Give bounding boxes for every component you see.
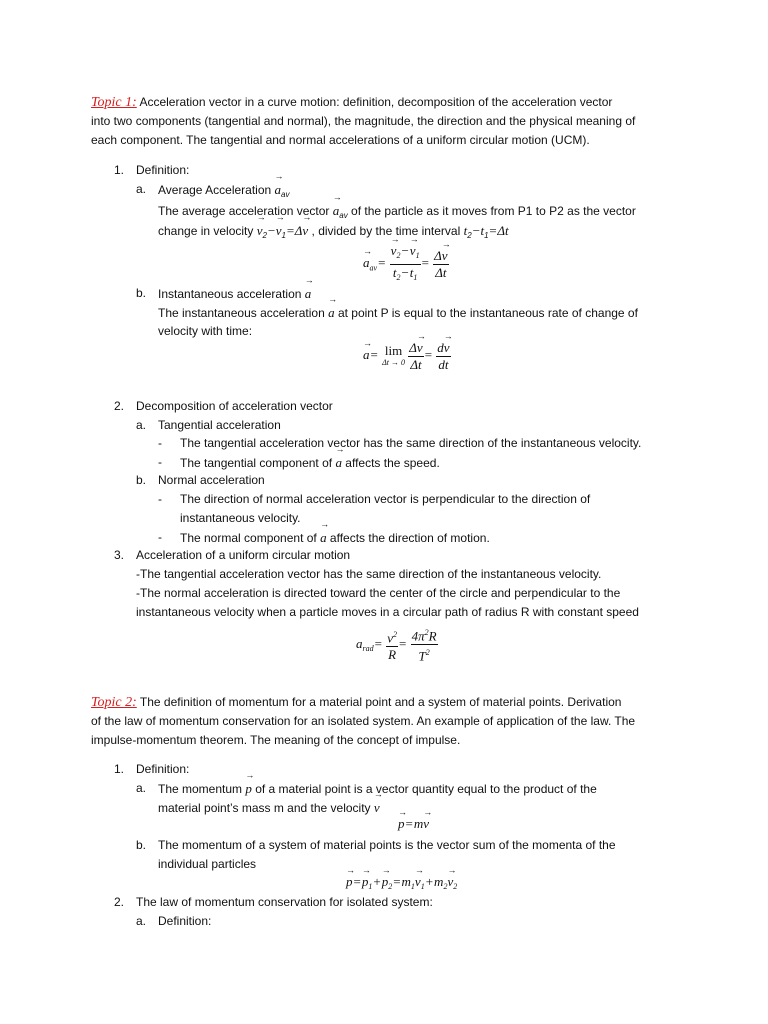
sub-1: 1	[281, 231, 286, 240]
t1-s1-title: Definition:	[136, 163, 190, 177]
eq-instantaneous-acceleration	[363, 340, 451, 373]
t1-s2-b-bullet1a: The direction of normal acceleration vector is perpendicular to the direction of	[180, 492, 591, 506]
eq1-v1: → v	[410, 243, 416, 259]
eq1-delta-v: Δ	[434, 248, 442, 263]
eq3-T: T	[418, 648, 426, 664]
eq2-v: → v	[417, 340, 423, 356]
eq5-p-sub1: 1	[368, 882, 373, 891]
eq5-plus: +	[373, 874, 381, 889]
eq3-sq2: 2	[424, 628, 429, 637]
eq3-eq: =	[374, 635, 382, 651]
eq5-eq: =	[353, 874, 361, 889]
eq3-R: R	[388, 646, 397, 662]
eq3-sq: 2	[393, 629, 397, 639]
eq5-v1: → v	[415, 874, 421, 890]
eq1-frac1	[390, 243, 421, 286]
t1-s1-b-text-line1	[158, 303, 638, 323]
eq-radial-acceleration	[356, 625, 438, 665]
v1-symbol: → v	[276, 221, 282, 240]
t-symbol: t	[504, 223, 509, 238]
v2-symbol: → v	[257, 221, 263, 240]
t1-s1-a-text2: change in velocity	[158, 224, 257, 238]
t1-s1-a-title: Average Acceleration	[158, 183, 275, 197]
topic1-intro-line3: each component. The tangential and normal accelerations of a uniform circular motion (UCM).	[91, 133, 590, 147]
t1-s1-a-num: a.	[136, 182, 147, 196]
eq-momentum	[398, 816, 429, 832]
eq5-p1: → p	[362, 874, 369, 890]
t1-s2-b-b2b: affects the direction of motion.	[326, 531, 490, 545]
t2-s1-num: 1.	[114, 762, 125, 776]
topic2-intro-line2: of the law of momentum conservation for an isolated system. An example of application of the law. The	[91, 714, 636, 728]
t2-s2-title: The law of momentum conservation for isolated system:	[136, 895, 433, 909]
t1-s2-num: 2.	[114, 399, 125, 413]
eq1-frac2	[433, 248, 448, 281]
topic1-intro-line2: into two components (tangential and normal), the magnitude, the direction and the physical meaning of	[91, 114, 636, 128]
v-symbol-momentum: → v	[374, 798, 380, 817]
t1-s2-a-title: Tangential acceleration	[158, 418, 281, 432]
eq4-p: → p	[398, 816, 405, 832]
t1-s2-b-title: Normal acceleration	[158, 473, 265, 487]
t1-s2-a-b2a: The tangential component of	[180, 456, 336, 470]
a-symbol-tan: → a	[335, 453, 342, 472]
eq1-t-sub1: 1	[413, 273, 418, 282]
eq5-p2: → p	[382, 874, 389, 890]
eq2-lim-text: lim	[384, 342, 403, 358]
eq2-t: t	[417, 357, 422, 372]
eq3-a: a	[356, 635, 363, 651]
eq5-v-sub2: 2	[453, 882, 458, 891]
eq2-delta-v: Δ	[409, 340, 417, 355]
eq4-eq: =	[405, 816, 413, 831]
eq2-d-num: d	[437, 340, 444, 355]
t1-s1-a-text1b: of the particle as it moves from P1 to P2 as the vector	[347, 204, 636, 218]
t1-s1-b-text1: The instantaneous acceleration	[158, 306, 329, 320]
eq2-dv: → v	[444, 340, 450, 356]
t1-s2-a-b2b: affects the speed.	[341, 456, 440, 470]
t1-s2-b-b2a: The normal component of	[180, 531, 321, 545]
t2-s1-title: Definition:	[136, 762, 190, 776]
t1-s2-b-num: b.	[136, 473, 147, 487]
t2-s1-b-num: b.	[136, 838, 147, 852]
eq5-m-sub1: 1	[410, 882, 415, 891]
eq1-minus2: −	[401, 265, 409, 280]
t1-s2-b-bullet1b: instantaneous velocity.	[180, 511, 301, 525]
equals-sign-b: =	[488, 223, 498, 238]
t2-s2-a-num: a.	[136, 914, 147, 928]
eq1-sub2: 2	[396, 251, 401, 260]
t1-s1-a-text2b: , divided by the time interval	[308, 224, 464, 238]
dash-2: -	[158, 455, 162, 469]
eq2-lim	[382, 342, 406, 369]
sub-2: 2	[262, 231, 267, 240]
eq5-m1: m	[401, 874, 411, 889]
t1-s1-b-title: Instantaneous acceleration	[158, 287, 305, 301]
eq3-eq2: =	[399, 635, 407, 651]
delta-symbol: Δ	[294, 223, 303, 238]
eq1-a: → a	[363, 255, 370, 271]
t2-s1-b-text1: The momentum of a system of material points is the vector sum of the momenta of the	[158, 838, 616, 852]
t2-s1-a-num: a.	[136, 781, 147, 795]
eq1-eq: =	[378, 255, 386, 271]
eq4-v: → v	[423, 816, 429, 832]
t1-s1-b-num: b.	[136, 286, 147, 300]
t1-s2-a-bullet2	[180, 453, 440, 473]
t1-s3-num: 3.	[114, 548, 125, 562]
eq2-eq2: =	[424, 347, 433, 363]
t1-s1-a-text-line2	[158, 221, 509, 245]
eq-system-momentum	[346, 874, 457, 891]
delta-symbol-b: Δ	[497, 223, 505, 238]
eq2-a: → a	[363, 347, 370, 363]
eq2-delta-t: Δ	[410, 357, 418, 372]
eq1-t-sub2: 2	[396, 273, 401, 282]
a-symbol-inline: → a	[328, 303, 335, 322]
eq5-eq2: =	[393, 874, 401, 889]
topic2-intro-line1	[91, 693, 621, 712]
v-symbol: → v	[302, 221, 308, 240]
t1-s3-line3: instantaneous velocity when a particle moves in a circular path of radius R with constant speed	[136, 605, 639, 619]
t2-s2-a-title: Definition:	[158, 914, 212, 928]
eq2-d-den: d	[438, 357, 445, 372]
eq1-sub1: 1	[415, 251, 420, 260]
eq3-R2: R	[428, 628, 437, 644]
eq1-v: → v	[442, 248, 448, 264]
eq1-t: t	[442, 265, 447, 280]
t2-s1-a-text2: material point’s mass m and the velocity	[158, 801, 374, 815]
sub-2b: 2	[467, 231, 472, 240]
topic2-label: Topic 2:	[91, 695, 137, 710]
eq5-plus2: +	[425, 874, 434, 889]
eq2-eq: =	[370, 347, 378, 363]
topic1-label: Topic 1:	[91, 95, 137, 110]
t2-s1-b-text2: individual particles	[158, 857, 257, 871]
t1-s3-title: Acceleration of a uniform circular motion	[136, 548, 351, 562]
eq3-sq3: 2	[425, 648, 430, 658]
t1-s2-a-bullet1: The tangential acceleration vector has the same direction of the instantaneous velocity.	[180, 436, 642, 450]
eq1-t2: t	[392, 265, 397, 280]
av-subscript: av	[281, 190, 290, 199]
eq5-v-sub1: 1	[420, 882, 425, 891]
dash-1: -	[158, 436, 162, 450]
eq3-rad: rad	[362, 643, 374, 653]
topic2-intro-text1: The definition of momentum for a material point and a system of material points. Derivation	[136, 695, 622, 709]
eq1-delta-t: Δ	[435, 265, 443, 280]
dash-3: -	[158, 492, 162, 506]
eq1-minus: −	[401, 243, 409, 258]
eq2-frac2	[436, 340, 450, 373]
eq5-v2: → v	[447, 874, 453, 890]
t1-s1-b-text2: velocity with time:	[158, 324, 253, 338]
eq3-frac1	[386, 627, 398, 663]
t1-s2-a-num: a.	[136, 418, 147, 432]
a-av-symbol-inline: → a	[333, 201, 340, 220]
a-symbol: → a	[305, 284, 312, 303]
eq2-lim-under: Δt → 0	[382, 357, 406, 367]
t1-symbol: t	[480, 223, 485, 238]
t2-symbol: t	[463, 223, 468, 238]
eq5-m-sub2: 2	[443, 882, 448, 891]
minus-sign-b: −	[471, 223, 481, 238]
topic1-intro-line1	[91, 93, 612, 112]
t1-s1-b-text1b: at point P is equal to the instantaneous rate of change of	[334, 306, 638, 320]
eq5-p: → p	[346, 874, 353, 890]
t2-s1-a-text1b: of a material point is a vector quantity equal to the product of the	[251, 782, 597, 796]
eq1-av: av	[369, 263, 378, 273]
equals-sign: =	[285, 223, 295, 238]
eq2-dt: t	[444, 357, 449, 372]
topic2-intro-line3: impulse-momentum theorem. The meaning of the concept of impulse.	[91, 733, 461, 747]
t1-s1-num: 1.	[114, 163, 125, 177]
eq3-v: v	[387, 629, 393, 645]
eq-average-acceleration	[363, 243, 449, 286]
eq3-frac2	[411, 625, 438, 665]
av-subscript-inline: av	[339, 211, 348, 220]
eq5-m2: m	[434, 874, 444, 889]
eq1-t1: t	[409, 265, 414, 280]
a-symbol-norm: → a	[320, 528, 327, 547]
topic1-intro-text1: Acceleration vector in a curve motion: definition, decomposition of the acceleration vector	[136, 95, 613, 109]
eq2-frac1	[408, 340, 423, 373]
t1-s3-line2: -The normal acceleration is directed toward the center of the circle and perpendicular to the	[136, 586, 621, 600]
t2-s2-num: 2.	[114, 895, 125, 909]
dash-4: -	[158, 530, 162, 544]
t1-s3-line1: -The tangential acceleration vector has the same direction of the instantaneous velocity.	[136, 567, 602, 581]
eq3-4pi: 4π	[411, 628, 425, 644]
sub-1b: 1	[484, 231, 489, 240]
t1-s2-b-bullet2	[180, 528, 490, 548]
eq1-v2: → v	[391, 243, 397, 259]
t1-s1-a-text1: The average acceleration vector	[158, 204, 333, 218]
t2-s1-a-line2	[158, 798, 380, 818]
p-symbol: → p	[245, 779, 252, 798]
eq4-m: m	[413, 816, 424, 831]
a-av-symbol: → a	[275, 180, 282, 199]
t1-s2-title: Decomposition of acceleration vector	[136, 399, 333, 413]
eq5-p-sub2: 2	[388, 882, 393, 891]
eq1-eq2: =	[421, 255, 429, 271]
minus-sign: −	[266, 223, 276, 238]
t2-s1-a-text1: The momentum	[158, 782, 246, 796]
t1-s1-b-title-line	[158, 284, 311, 304]
